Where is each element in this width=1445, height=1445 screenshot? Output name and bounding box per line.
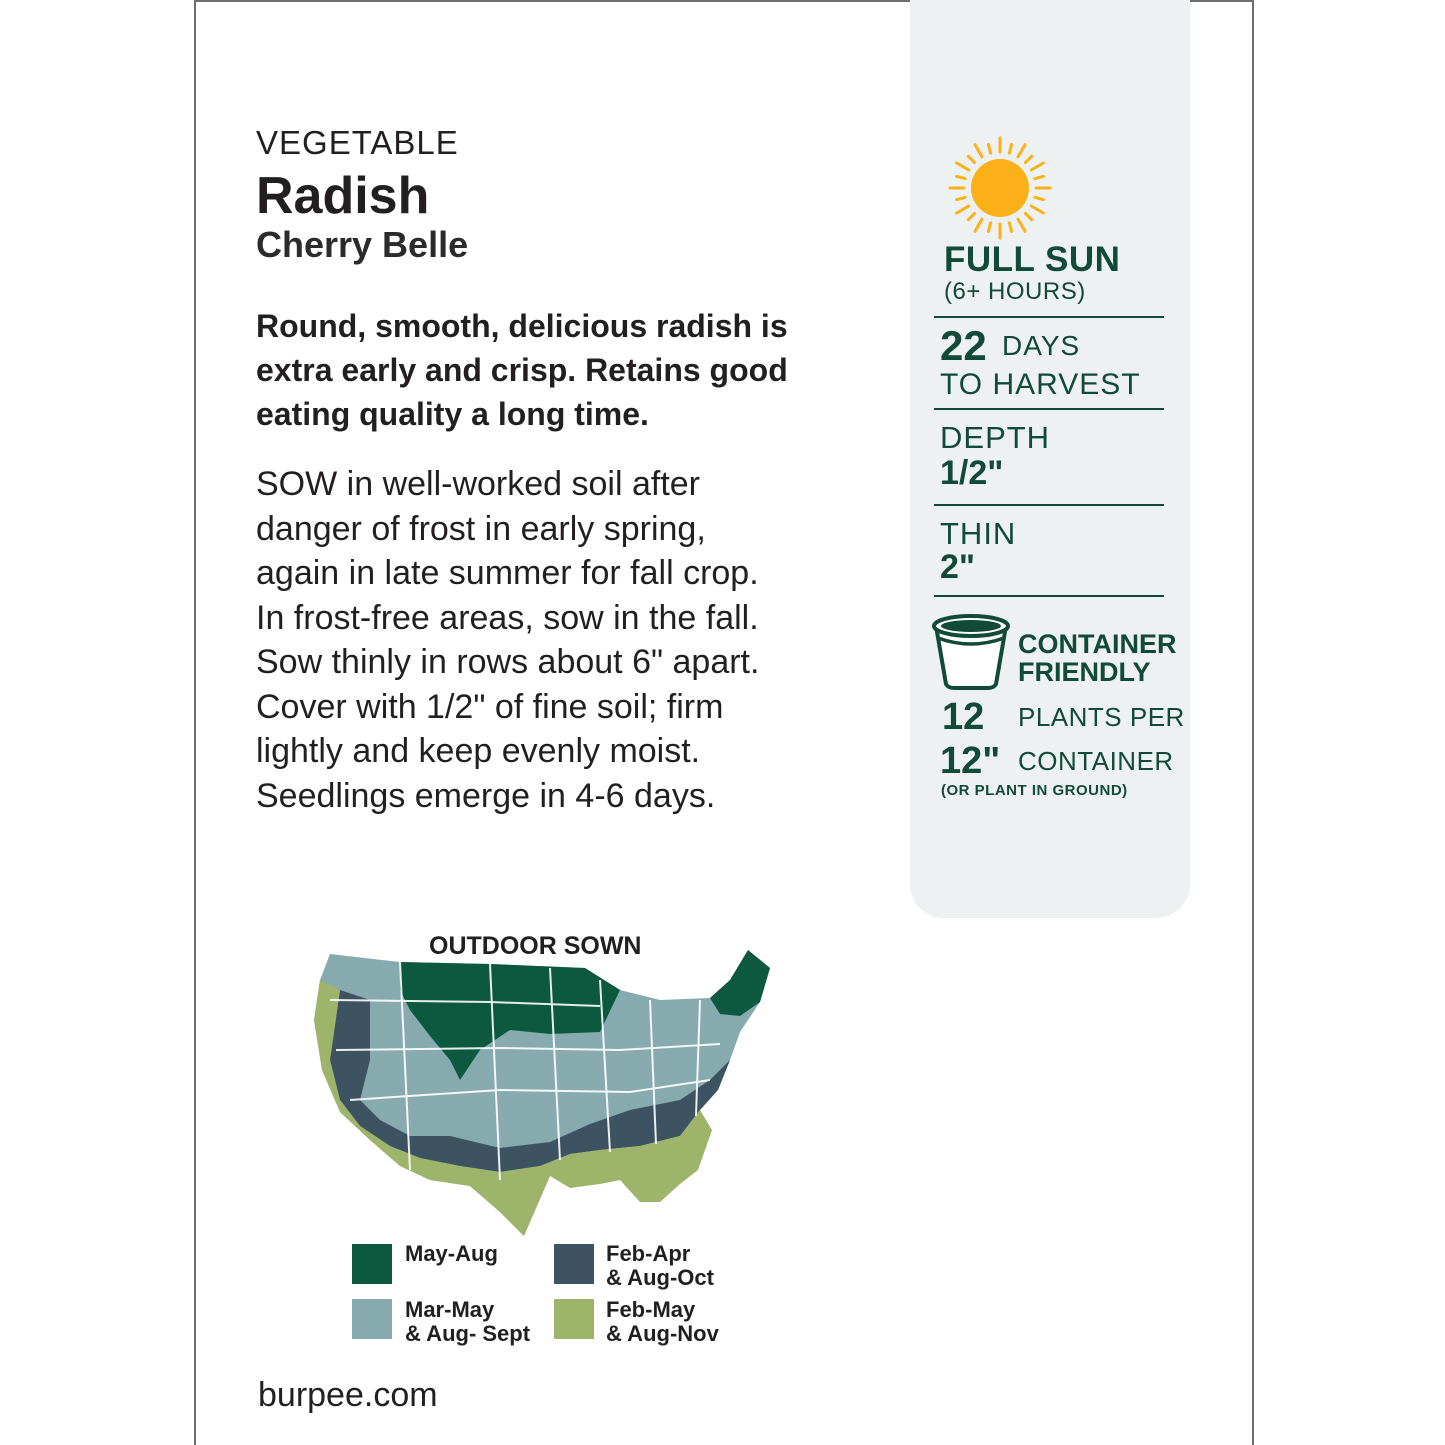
plants-per-label: PLANTS PER xyxy=(1018,702,1185,732)
product-variety: Cherry Belle xyxy=(256,224,469,265)
sun-icon xyxy=(948,136,1052,240)
legend-swatch-mar-may xyxy=(352,1299,392,1339)
container-label-line: FRIENDLY xyxy=(1018,657,1151,687)
panel-divider xyxy=(934,595,1164,597)
sowing-instructions xyxy=(256,462,856,818)
legend-line: Mar-May xyxy=(405,1297,495,1322)
sun-ray xyxy=(957,197,966,199)
sow-line: SOW in well-worked soil after xyxy=(256,465,701,503)
legend-label xyxy=(606,1298,719,1346)
legend-line: May-Aug xyxy=(405,1241,498,1266)
plants-per-container-number: 12 xyxy=(942,696,985,738)
sun-ray xyxy=(957,163,969,170)
sun-ray xyxy=(1025,213,1031,219)
sun-ray xyxy=(1025,156,1031,162)
container-note: (OR PLANT IN GROUND) xyxy=(941,782,1128,799)
map-title: OUTDOOR SOWN xyxy=(429,932,642,960)
panel-divider xyxy=(934,504,1164,506)
sun-ray xyxy=(1018,145,1025,157)
sun-ray xyxy=(1009,223,1011,232)
legend-line: Feb-May xyxy=(606,1297,696,1322)
container-pot-icon xyxy=(928,612,1014,692)
sun-ray xyxy=(1035,176,1044,178)
sow-line: Seedlings emerge in 4-6 days. xyxy=(256,776,716,815)
sun-ray xyxy=(1009,145,1011,154)
legend-swatch-feb-apr xyxy=(554,1244,594,1284)
thin-label: THIN xyxy=(940,516,1017,551)
product-category: VEGETABLE xyxy=(256,124,459,161)
depth-value: 1/2" xyxy=(940,454,1004,492)
container-label-line: CONTAINER xyxy=(1018,629,1177,659)
website-link[interactable]: burpee.com xyxy=(258,1376,438,1414)
legend-swatch-feb-may xyxy=(554,1299,594,1339)
legend-line: & Aug- Sept xyxy=(405,1321,531,1346)
depth-label: DEPTH xyxy=(940,420,1051,455)
sun-ray xyxy=(988,223,990,232)
sun-hours: (6+ HOURS) xyxy=(944,278,1086,305)
days-unit: DAYS xyxy=(1002,330,1081,361)
sun-ray xyxy=(957,176,966,178)
days-to-harvest-number: 22 xyxy=(940,322,987,369)
sun-requirement: FULL SUN xyxy=(944,240,1121,279)
panel-divider xyxy=(934,408,1164,410)
container-size: 12" xyxy=(940,740,1001,782)
map-zone-may-aug xyxy=(710,950,770,1016)
sun-ray xyxy=(975,145,982,157)
legend-label xyxy=(606,1242,714,1290)
sun-ray xyxy=(1031,163,1043,170)
legend-line: & Aug-Nov xyxy=(606,1321,719,1346)
sun-ray xyxy=(988,145,990,154)
sun-ray xyxy=(968,213,974,219)
sow-line: lightly and keep evenly moist. xyxy=(256,732,701,770)
us-planting-zone-map xyxy=(300,940,790,1240)
product-name: Radish xyxy=(256,167,430,225)
product-description: Round, smooth, delicious radish is extra early and crisp. Retains good eating quality a long time. xyxy=(256,308,788,432)
days-to-harvest-label: TO HARVEST xyxy=(940,368,1141,401)
sow-line: again in late summer for fall crop. xyxy=(256,554,759,592)
sun-ray xyxy=(975,219,982,231)
legend-line: Feb-Apr xyxy=(606,1241,691,1266)
legend-line: & Aug-Oct xyxy=(606,1265,714,1290)
container-label: CONTAINER xyxy=(1018,746,1174,776)
sow-line: Sow thinly in rows about 6" apart. xyxy=(256,643,760,681)
sow-line: In frost-free areas, sow in the fall. xyxy=(256,598,759,637)
panel-divider xyxy=(934,316,1164,318)
container-friendly-label xyxy=(1018,630,1177,686)
legend-label xyxy=(405,1298,530,1346)
thin-value: 2" xyxy=(940,548,976,586)
sow-line: Cover with 1/2" of fine soil; firm xyxy=(256,687,724,726)
legend-label xyxy=(405,1242,498,1266)
sun-ray xyxy=(1035,197,1044,199)
sow-line: danger of frost in early spring, xyxy=(256,509,706,548)
sun-ray xyxy=(957,206,969,213)
legend-swatch-may-aug xyxy=(352,1244,392,1284)
sun-ray xyxy=(1018,219,1025,231)
sun-ray xyxy=(1031,206,1043,213)
sun-ray xyxy=(968,156,974,162)
